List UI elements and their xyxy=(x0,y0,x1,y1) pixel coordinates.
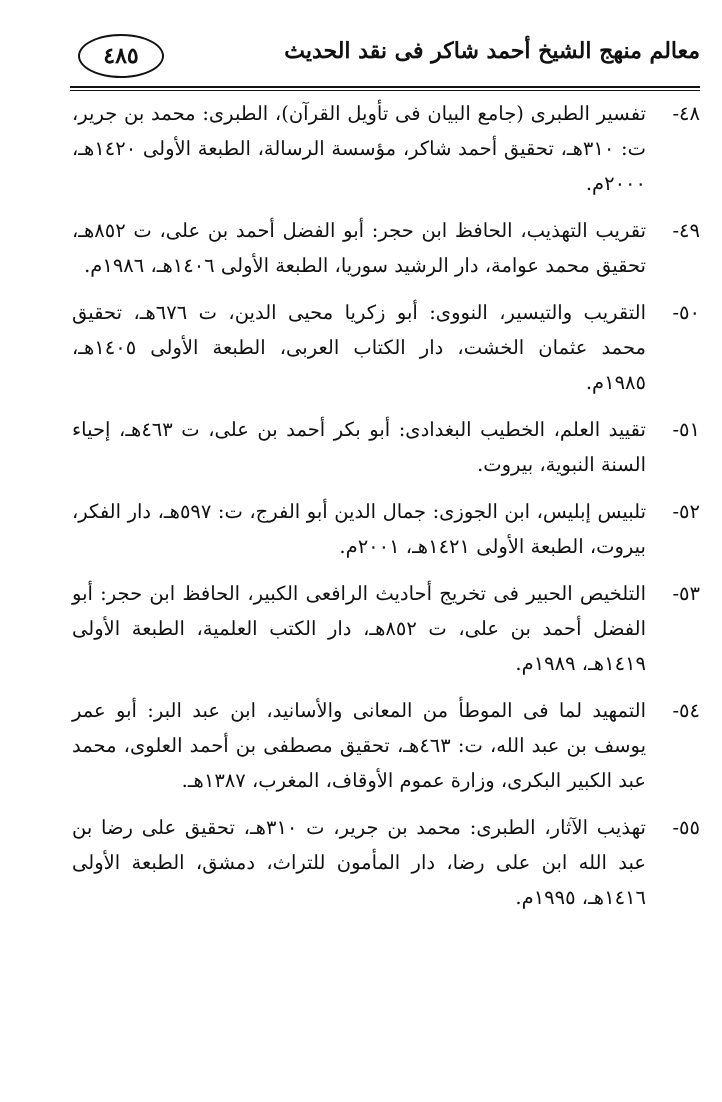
page-number: ٤٨٥ xyxy=(78,34,164,78)
running-title: معالم منهج الشيخ أحمد شاكر فى نقد الحديث xyxy=(284,38,700,64)
entry-text: التلخيص الحبير فى تخريج أحاديث الرافعى الكبير، الحافظ ابن حجر: أبو الفضل أحمد بن على، ت ٨٥٢هـ، دار الكتب العلمية، الطبعة الأولى ١٤١٩هـ، ١٩٨٩م. xyxy=(72,582,646,675)
bibliography-entry xyxy=(72,96,700,201)
bibliography-entry xyxy=(72,213,700,283)
header-rule xyxy=(70,86,700,88)
entry-number: ٤٩- xyxy=(672,219,700,242)
entry-number: ٥٤- xyxy=(672,699,700,722)
entry-number: ٥٢- xyxy=(672,500,700,523)
bibliography-entry xyxy=(72,693,700,798)
entry-number: ٥٣- xyxy=(672,582,700,605)
entry-text: التمهيد لما فى الموطأ من المعانى والأسانيد، ابن عبد البر: أبو عمر يوسف بن عبد الله، ت: ٤٦٣هـ، تحقيق مصطفى بن أحمد العلوى، محمد عبد الكبير البكرى، وزارة عموم الأوقاف، المغرب، ١٣٨٧هـ. xyxy=(72,699,646,792)
entry-text: التقريب والتيسير، النووى: أبو زكريا محيى الدين، ت ٦٧٦هـ، تحقيق محمد عثمان الخشت، دار الكتاب العربى، الطبعة الأولى ١٤٠٥هـ، ١٩٨٥م. xyxy=(72,301,646,394)
bibliography-entry xyxy=(72,295,700,400)
bibliography-entry xyxy=(72,810,700,915)
entry-number: ٥٥- xyxy=(672,816,700,839)
bibliography-entry xyxy=(72,412,700,482)
entry-text: تلبيس إبليس، ابن الجوزى: جمال الدين أبو الفرج، ت: ٥٩٧هـ، دار الفكر، بيروت، الطبعة الأولى ١٤٢١هـ، ٢٠٠١م. xyxy=(72,500,647,558)
entry-number: ٥١- xyxy=(672,418,700,441)
bibliography-entry xyxy=(72,494,700,564)
entry-number: ٤٨- xyxy=(672,102,700,125)
entry-text: تقريب التهذيب، الحافظ ابن حجر: أبو الفضل أحمد بن على، ت ٨٥٢هـ، تحقيق محمد عوامة، دار الرشيد سوريا، الطبعة الأولى ١٤٠٦هـ، ١٩٨٦م. xyxy=(72,219,646,277)
entry-text: تفسير الطبرى (جامع البيان فى تأويل القرآن)، الطبرى: محمد بن جرير، ت: ٣١٠هـ، تحقيق أحمد شاكر، مؤسسة الرسالة، الطبعة الأولى ١٤٢٠هـ، ٢٠٠٠م. xyxy=(72,102,646,195)
page-header xyxy=(70,30,700,92)
entry-text: تقييد العلم، الخطيب البغدادى: أبو بكر أحمد بن على، ت ٤٦٣هـ، إحياء السنة النبوية، بيروت. xyxy=(72,418,646,476)
bibliography-list xyxy=(72,96,700,927)
bibliography-entry xyxy=(72,576,700,681)
entry-number: ٥٠- xyxy=(672,301,700,324)
header-rule-thin xyxy=(70,90,700,91)
entry-text: تهذيب الآثار، الطبرى: محمد بن جرير، ت ٣١٠هـ، تحقيق على رضا بن عبد الله ابن على رضا، دار المأمون للتراث، دمشق، الطبعة الأولى ١٤١٦هـ، ١٩٩٥م. xyxy=(72,816,646,909)
